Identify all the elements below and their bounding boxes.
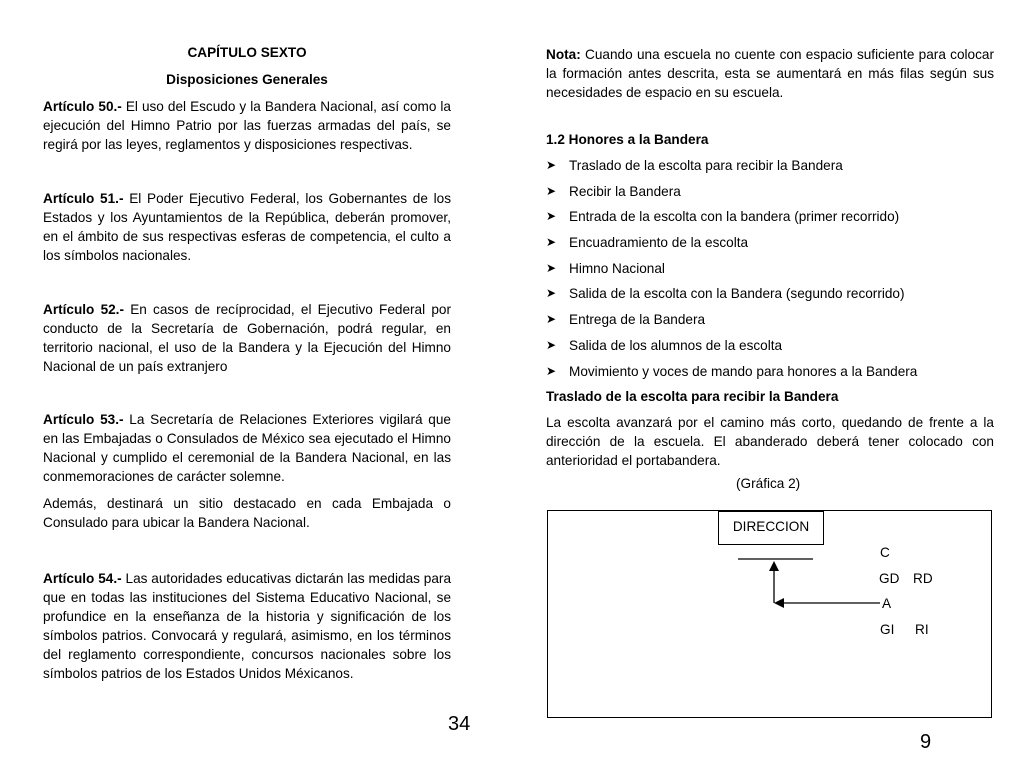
page-number: 9 bbox=[920, 731, 932, 753]
arrow-bullet-icon: ➤ bbox=[546, 260, 557, 275]
article-label: Artículo 52.- bbox=[43, 302, 124, 317]
label-ri: RI bbox=[915, 622, 929, 637]
arrow-bullet-icon: ➤ bbox=[546, 183, 557, 198]
article-text: Además, destinará un sitio destacado en cada Embajada o Consulado para ubicar la Bandera Nacional. bbox=[43, 496, 451, 530]
arrow-bullet-icon: ➤ bbox=[546, 337, 557, 352]
transfer-heading: Traslado de la escolta para recibir la Bandera bbox=[546, 389, 839, 404]
article-label: Artículo 50.- bbox=[43, 99, 122, 114]
list-item: ➤ Encuadramiento de la escolta bbox=[546, 235, 749, 251]
article-text: La Secretaría de Relaciones Exteriores vigilará que en las Embajadas o Consulados de México sea ejecutado el Himno Nacional y cumplido el ceremonial de la Bandera Nacional, en las conmemoraciones de carácter solemne. bbox=[43, 412, 451, 484]
list-item: ➤ Movimiento y voces de mando para honores a la Bandera bbox=[546, 363, 918, 379]
list-item: ➤ Entrada de la escolta con la bandera (primer recorrido) bbox=[546, 209, 900, 225]
section-title: Disposiciones Generales bbox=[166, 72, 328, 87]
arrow-up-icon bbox=[769, 561, 779, 571]
list-item: ➤ Entrega de la Bandera bbox=[546, 312, 706, 328]
figure-caption: (Gráfica 2) bbox=[736, 476, 801, 491]
label-rd: RD bbox=[913, 571, 933, 586]
arrow-bullet-icon: ➤ bbox=[546, 235, 557, 250]
list-item: ➤ Salida de la escolta con la Bandera (segundo recorrido) bbox=[546, 286, 905, 302]
article-51 bbox=[43, 189, 451, 265]
article-text: Las autoridades educativas dictarán las medidas para que en todas las instituciones del Sistema Educativo Nacional, se profundice en la enseñanza de la historia y significación de los símbolos patrios. Convocará y regulará, asimismo, en los términos del reglamento correspondiente, concursos nacionales sobre los símbolos patrios de los Estados Unidos Méxicanos. bbox=[43, 571, 451, 681]
right-page bbox=[546, 0, 994, 768]
direccion-box: DIRECCION bbox=[718, 511, 824, 545]
article-52 bbox=[43, 300, 451, 376]
list-item: ➤ Traslado de la escolta para recibir la Bandera bbox=[546, 158, 843, 173]
article-54 bbox=[43, 569, 451, 683]
list-item: ➤ Himno Nacional bbox=[546, 260, 665, 276]
article-53-continuation bbox=[43, 494, 451, 532]
formation-diagram bbox=[547, 510, 992, 718]
diagram-arrows bbox=[548, 511, 993, 719]
article-text: El uso del Escudo y la Bandera Nacional, así como la ejecución del Himno Patrio por las fuerzas armadas del país, se regirá por las leyes, reglamentos y disposiciones respectivas. bbox=[43, 99, 451, 152]
article-text: En casos de recíprocidad, el Ejecutivo Federal por conducto de la Secretaría de Gobernación, podrá regular, en territorio nacional, el uso de la Bandera y la Ejecución del Himno Nacional de un país extranjero bbox=[43, 302, 451, 374]
list-item: ➤ Salida de los alumnos de la escolta bbox=[546, 337, 783, 353]
arrow-bullet-icon: ➤ bbox=[546, 363, 557, 378]
article-53 bbox=[43, 410, 451, 486]
article-label: Artículo 54.- bbox=[43, 571, 122, 586]
label-a: A bbox=[882, 596, 892, 611]
arrow-bullet-icon: ➤ bbox=[546, 158, 557, 172]
arrow-left-icon bbox=[774, 598, 784, 608]
left-page bbox=[43, 0, 471, 768]
list-item: ➤ Recibir la Bandera bbox=[546, 183, 681, 199]
article-label: Artículo 53.- bbox=[43, 412, 124, 427]
arrow-bullet-icon: ➤ bbox=[546, 209, 557, 224]
note-text: Cuando una escuela no cuente con espacio suficiente para colocar la formación antes descrita, esta se aumentará en más filas según sus necesidades de espacio en su escuela. bbox=[546, 47, 994, 100]
note-label: Nota: bbox=[546, 47, 581, 62]
label-gi: GI bbox=[880, 622, 895, 637]
article-50 bbox=[43, 97, 451, 154]
honors-heading: 1.2 Honores a la Bandera bbox=[546, 132, 709, 147]
article-text: El Poder Ejecutivo Federal, los Gobernantes de los Estados y los Ayuntamientos de la República, deberán promover, en el ámbito de sus respectivas esferas de competencia, el culto a los símbolos nacionales. bbox=[43, 191, 452, 263]
transfer-paragraph: La escolta avanzará por el camino más corto, quedando de frente a la dirección de la escuela. El abanderado deberá tener colocado con anterioridad el portabandera. bbox=[546, 415, 994, 468]
label-c: C bbox=[880, 545, 890, 560]
chapter-title: CAPÍTULO SEXTO bbox=[187, 45, 307, 60]
label-gd: GD bbox=[879, 571, 900, 586]
note-paragraph bbox=[546, 45, 994, 102]
arrow-bullet-icon: ➤ bbox=[546, 312, 557, 327]
arrow-bullet-icon: ➤ bbox=[546, 286, 557, 301]
honors-list bbox=[546, 156, 994, 387]
article-label: Artículo 51.- bbox=[43, 191, 124, 206]
page-number: 34 bbox=[448, 713, 471, 735]
